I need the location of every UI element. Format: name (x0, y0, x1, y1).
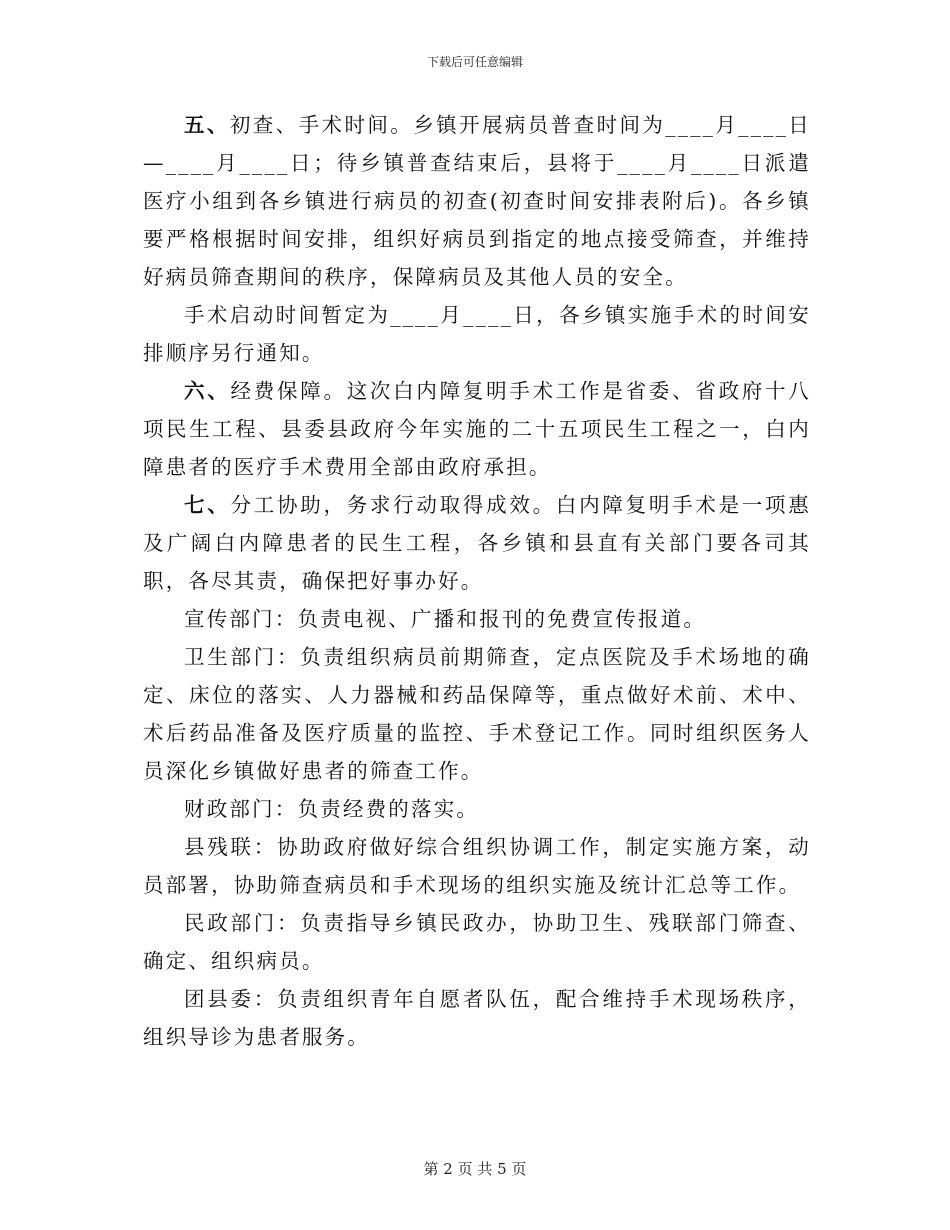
paragraph-text: 县残联：协助政府做好综合组织协调工作，制定实施方案，动员部署，协助筛查病员和手术现场的组织实施及统计汇总等工作。 (143, 835, 811, 897)
paragraph-health-dept (143, 638, 811, 790)
paragraph-text: 宣传部门：负责电视、广播和报刊的免费宣传报道。 (184, 607, 707, 631)
paragraph-text: 民政部门：负责指导乡镇民政办，协助卫生、残联部门筛查、确定、组织病员。 (143, 911, 811, 973)
paragraph-section-5 (143, 106, 811, 296)
paragraph-disabled-federation (143, 828, 811, 904)
paragraph-text: 卫生部门：负责组织病员前期筛查，定点医院及手术场地的确定、床位的落实、人力器械和药品保障等，重点做好术前、术中、术后药品准备及医疗质量的监控、手术登记工作。同时组织医务人员深化乡镇做好患者的筛查工作。 (143, 645, 811, 783)
page-header: 下载后可任意编辑 (426, 55, 523, 69)
paragraph-surgery-start (143, 296, 811, 372)
section-number: 五、 (184, 113, 230, 137)
paragraph-finance-dept (143, 790, 811, 828)
paragraph-publicity-dept (143, 600, 811, 638)
paragraph-text: 团县委：负责组织青年自愿者队伍，配合维持手术现场秩序，组织导诊为患者服务。 (143, 987, 811, 1049)
paragraph-civil-affairs (143, 904, 811, 980)
document-body (143, 106, 811, 1056)
paragraph-text: 经费保障。这次白内障复明手术工作是省委、省政府十八项民生工程、县委县政府今年实施的二十五项民生工程之一，白内障患者的医疗手术费用全部由政府承担。 (143, 379, 811, 479)
paragraph-section-6 (143, 372, 811, 486)
paragraph-text: 初查、手术时间。乡镇开展病员普查时间为____月____日—____月____日；待乡镇普查结束后，县将于____月____日派遣医疗小组到各乡镇进行病员的初查(初查时间安排表附后)。各乡镇要严格根据时间安排，组织好病员到指定的地点接受筛查，并维持好病员筛查期间的秩序，保障病员及其他人员的安全。 (143, 113, 811, 289)
paragraph-text: 分工协助，务求行动取得成效。白内障复明手术是一项惠及广阔白内障患者的民生工程，各乡镇和县直有关部门要各司其职，各尽其责，确保把好事办好。 (143, 493, 811, 593)
paragraph-text: 手术启动时间暂定为____月____日，各乡镇实施手术的时间安排顺序另行通知。 (143, 303, 811, 365)
page-footer: 第 2 页 共 5 页 (423, 1160, 527, 1178)
section-number: 七、 (184, 493, 231, 517)
section-number: 六、 (184, 379, 231, 403)
paragraph-youth-league (143, 980, 811, 1056)
paragraph-section-7 (143, 486, 811, 600)
paragraph-text: 财政部门：负责经费的落实。 (184, 797, 480, 821)
